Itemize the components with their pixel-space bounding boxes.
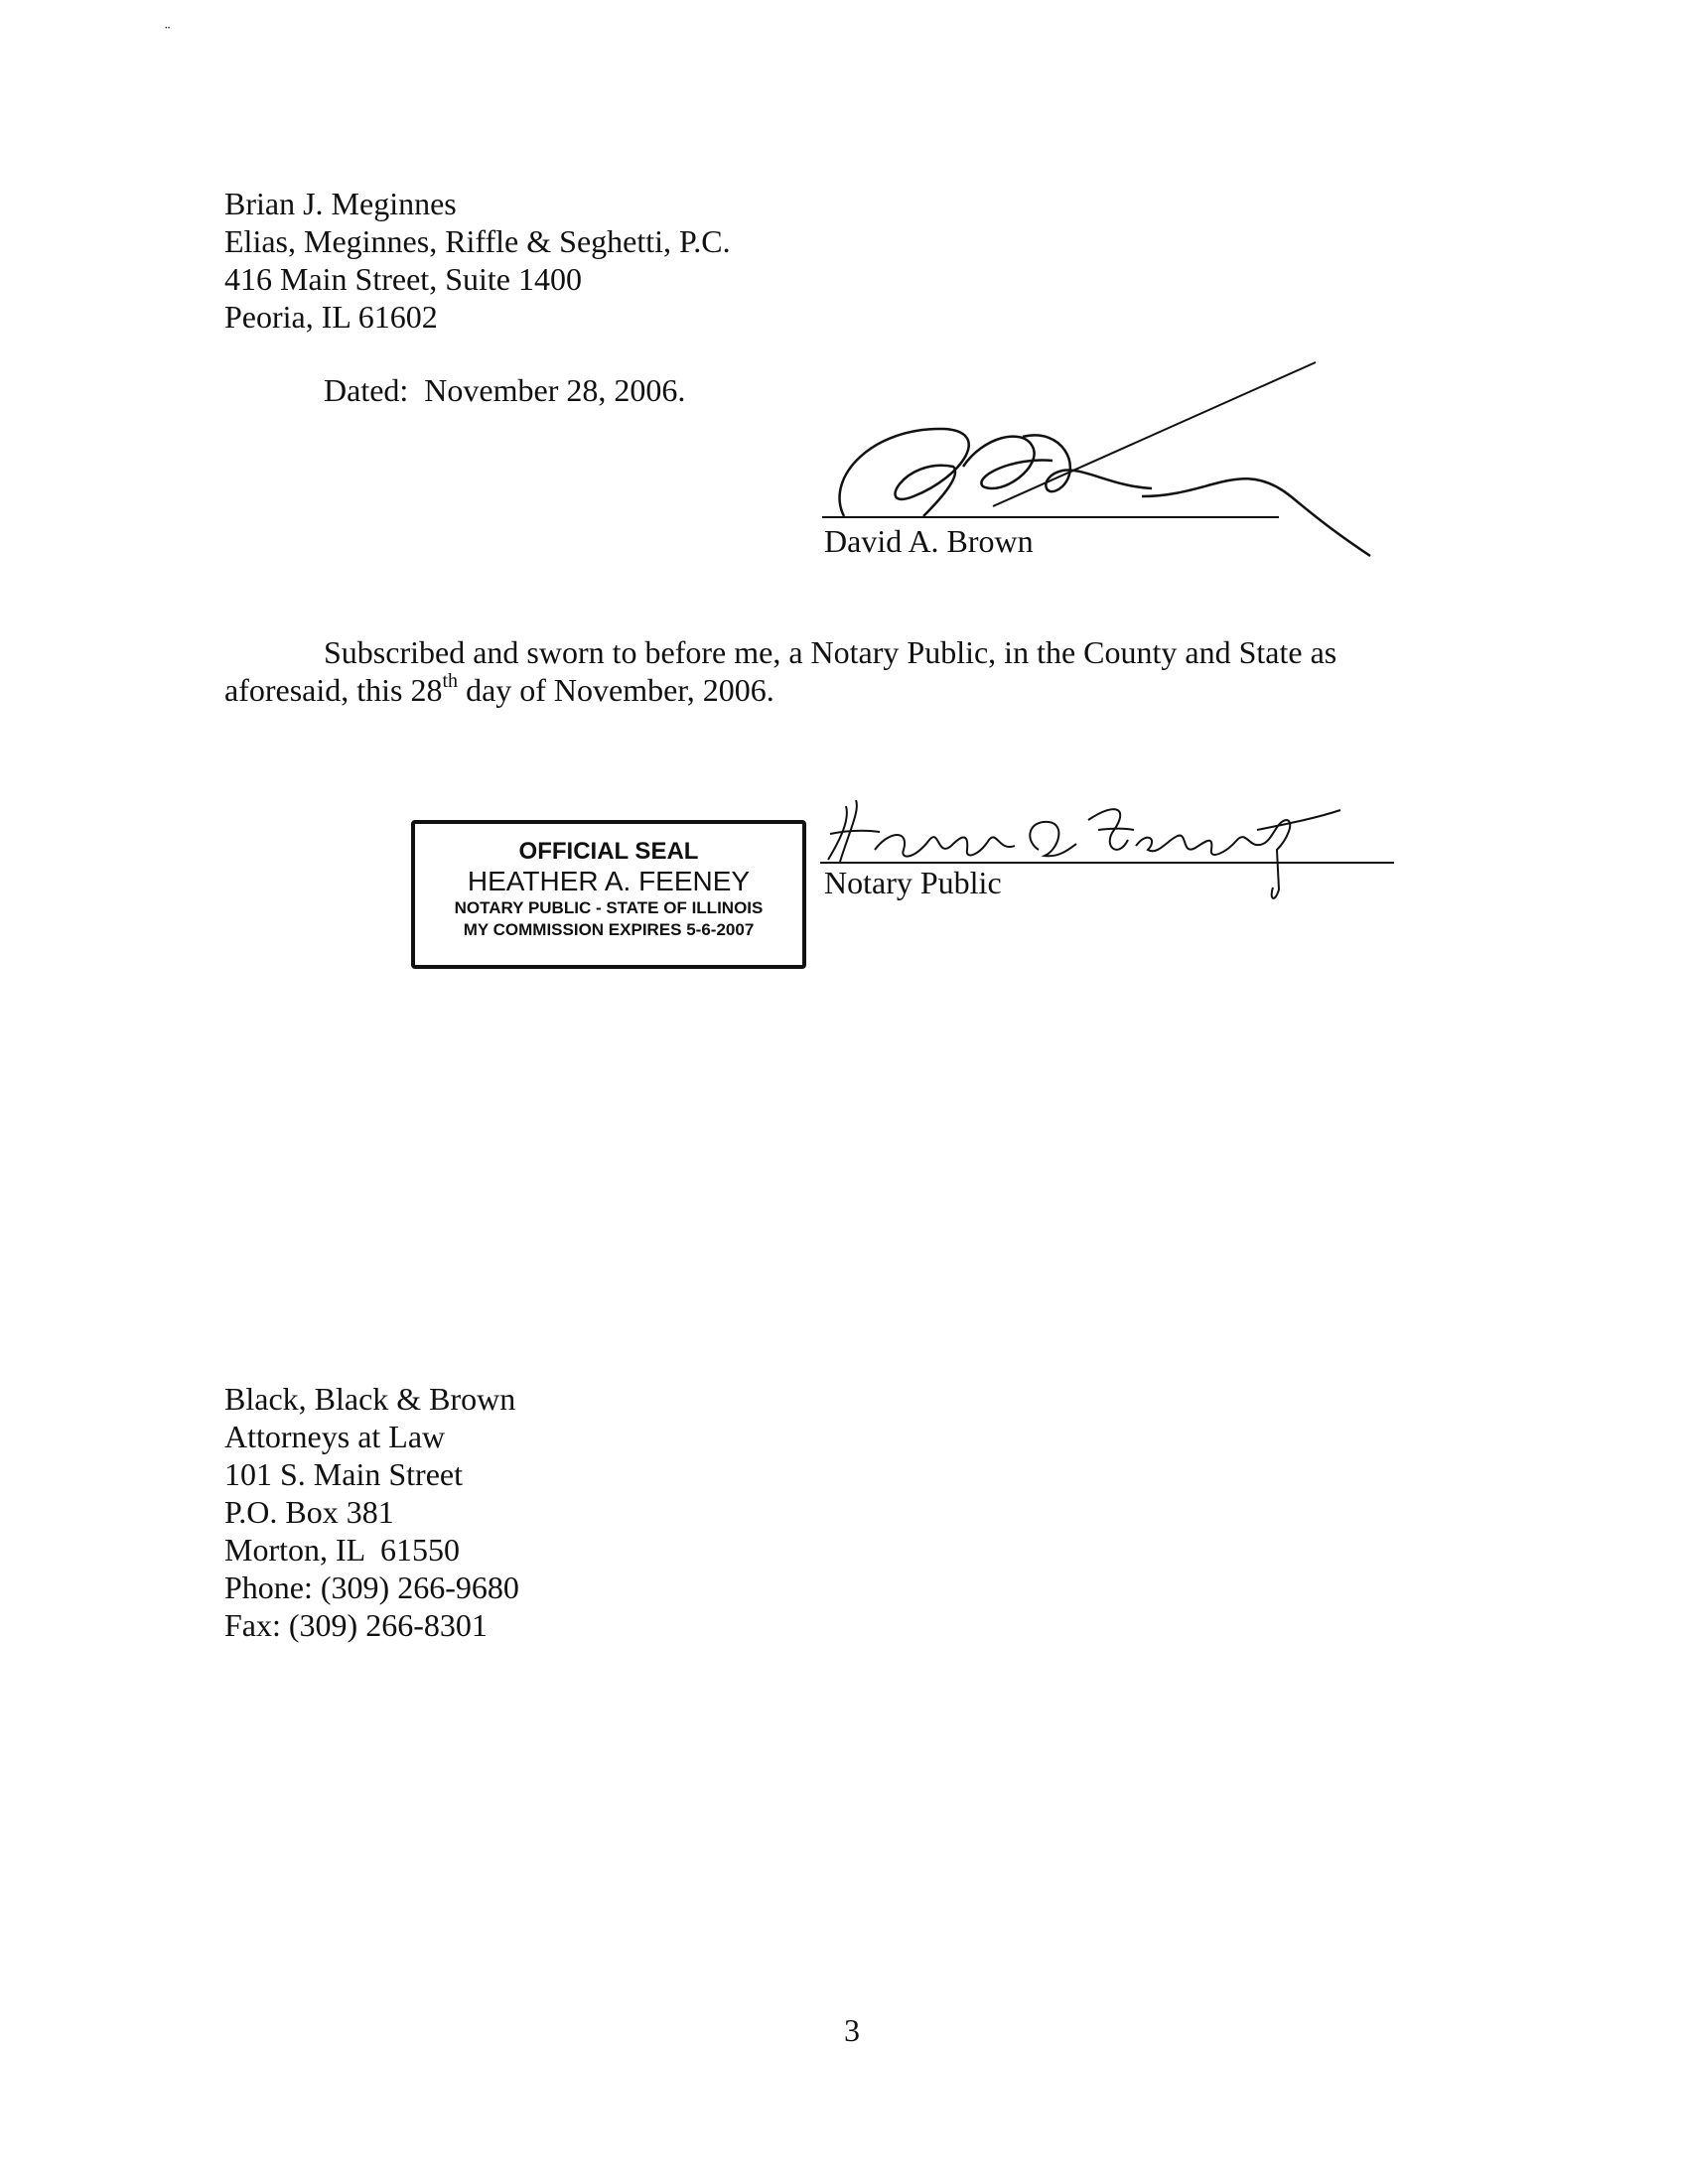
jurat-ordinal-suffix: th [442, 670, 459, 693]
firm-po-box: P.O. Box 381 [224, 1494, 394, 1530]
notary-seal-stamp [411, 820, 806, 969]
page-number: 3 [844, 2012, 860, 2048]
notary-signature-block [820, 800, 1396, 909]
firm-city: Morton, IL 61550 [224, 1532, 461, 1568]
dated-line: Dated: November 28, 2006. [324, 372, 686, 408]
affiant-signature-block [814, 357, 1410, 566]
recipient-city: Peoria, IL 61602 [224, 299, 438, 335]
notary-label: Notary Public [824, 865, 1002, 900]
jurat-text [224, 633, 1396, 709]
firm-street: 101 S. Main Street [224, 1456, 463, 1492]
recipient-street: 416 Main Street, Suite 1400 [224, 261, 582, 297]
seal-notary-name: HEATHER A. FEENEY [467, 866, 751, 896]
firm-name: Black, Black & Brown [224, 1381, 516, 1417]
scan-speck: ¨ [165, 24, 171, 41]
recipient-firm: Elias, Meginnes, Riffle & Seghetti, P.C. [224, 223, 731, 259]
seal-title: OFFICIAL SEAL [518, 838, 699, 865]
affiant-signature-line [822, 516, 1279, 518]
firm-phone: Phone: (309) 266-9680 [224, 1570, 519, 1605]
firm-fax: Fax: (309) 266-8301 [224, 1607, 488, 1643]
firm-descriptor: Attorneys at Law [224, 1419, 446, 1454]
seal-state: NOTARY PUBLIC - STATE OF ILLINOIS [454, 898, 764, 917]
jurat-line-1: Subscribed and sworn to before me, a Notary Public, in the County and State as [324, 634, 1337, 670]
affiant-name: David A. Brown [824, 523, 1034, 559]
jurat-line-2-start: aforesaid, this 28 [224, 672, 443, 708]
firm-address [224, 1380, 519, 1644]
recipient-name: Brian J. Meginnes [224, 186, 457, 221]
jurat-line-2 [224, 671, 1396, 709]
recipient-address [224, 185, 731, 336]
seal-expiration: MY COMMISSION EXPIRES 5-6-2007 [463, 920, 755, 939]
jurat-line-2-end: day of November, 2006. [458, 672, 774, 708]
